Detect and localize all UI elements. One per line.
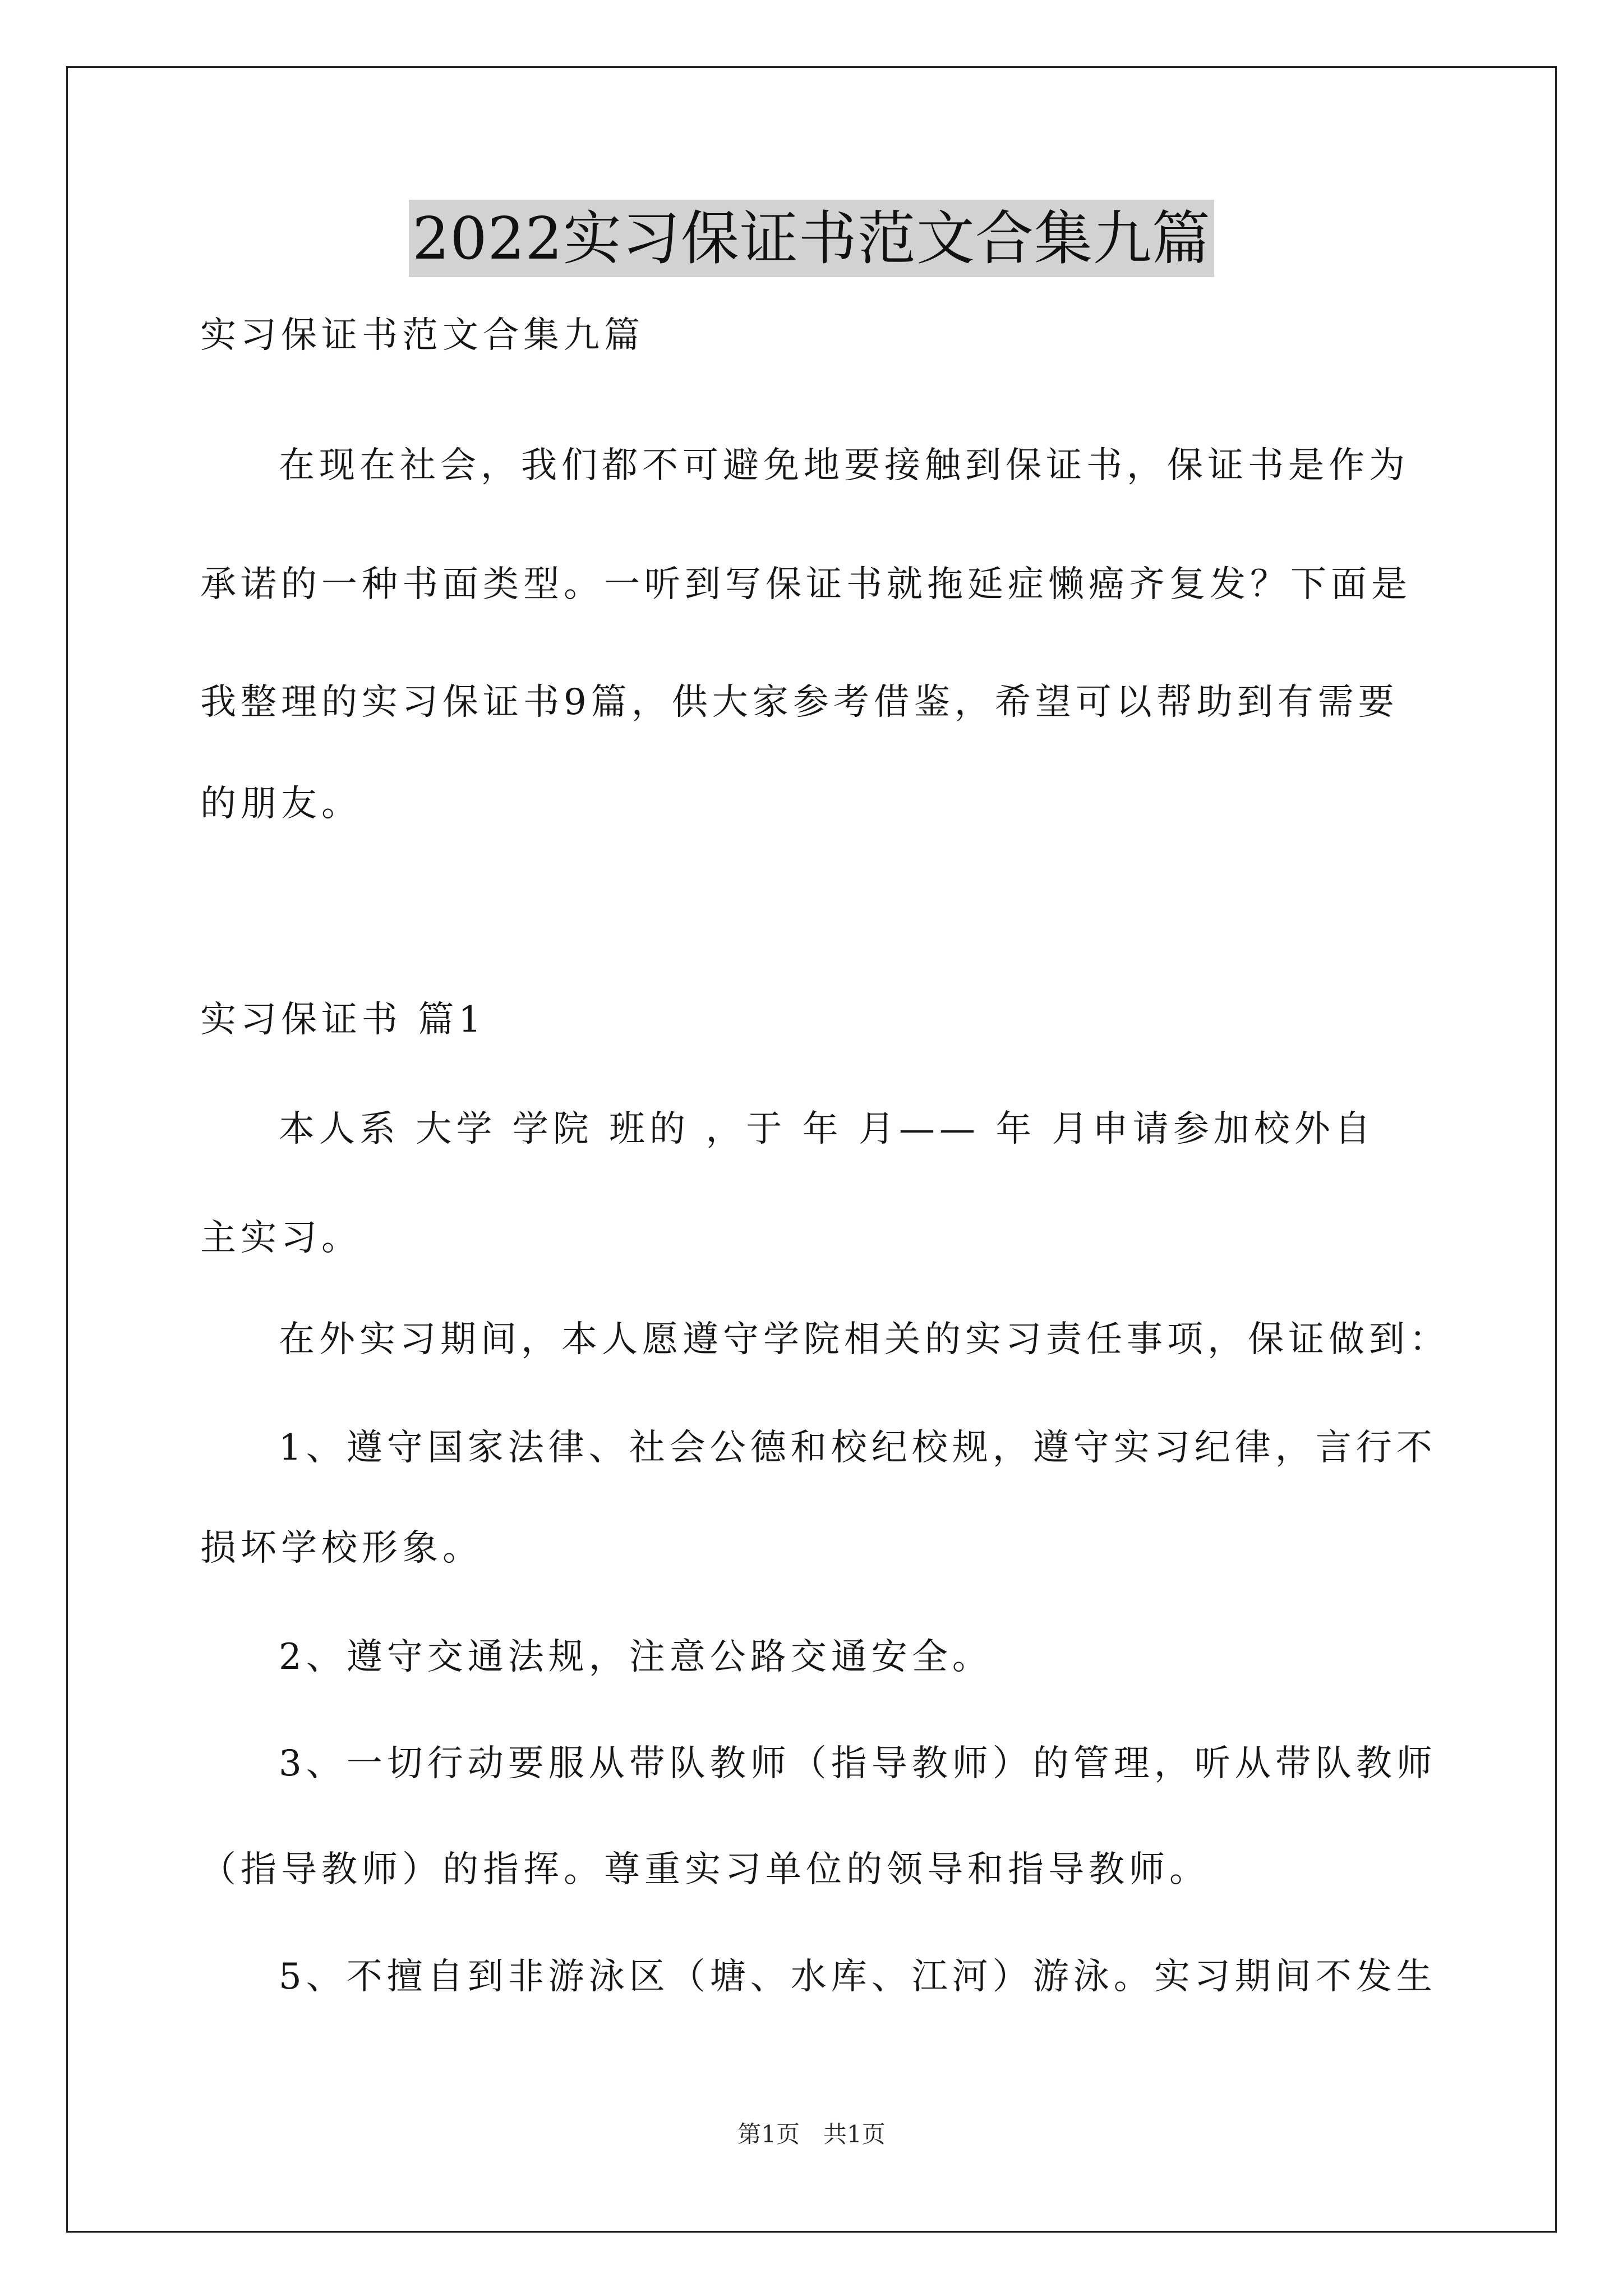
document-title: 2022实习保证书范文合集九篇 — [409, 200, 1214, 277]
intro-paragraph-line-3: 我整理的实习保证书9篇，供大家参考借鉴，希望可以帮助到有需要 — [200, 682, 1399, 723]
body-line-6: 2、遵守交通法规，注意公路交通安全。 — [279, 1636, 993, 1678]
intro-paragraph-line-2: 承诺的一种书面类型。一听到写保证书就拖延症懒癌齐复发？下面是 — [200, 564, 1412, 605]
intro-paragraph-line-4: 的朋友。 — [200, 783, 362, 825]
body-line-4: 1、遵守国家法律、社会公德和校纪校规，遵守实习纪律，言行不 — [279, 1427, 1437, 1469]
section-heading: 实习保证书 篇1 — [200, 999, 486, 1041]
body-line-5: 损坏学校形象。 — [200, 1527, 483, 1569]
body-line-8: （指导教师）的指挥。尊重实习单位的领导和指导教师。 — [200, 1849, 1210, 1890]
body-line-3: 在外实习期间，本人愿遵守学院相关的实习责任事项，保证做到： — [279, 1319, 1450, 1360]
body-line-1: 本人系 大学 学院 班的 ，于 年 月—— 年 月申请参加校外自 — [279, 1108, 1375, 1150]
title-container — [0, 200, 1623, 277]
body-line-7: 3、一切行动要服从带队教师（指导教师）的管理，听从带队教师 — [279, 1743, 1437, 1784]
page-number-footer: 第1页 共1页 — [737, 2120, 886, 2148]
intro-paragraph-line-1: 在现在社会，我们都不可避免地要接触到保证书，保证书是作为 — [279, 445, 1409, 486]
body-line-2: 主实习。 — [200, 1217, 362, 1259]
subtitle-line: 实习保证书范文合集九篇 — [200, 315, 644, 356]
body-line-9: 5、不擅自到非游泳区（塘、水库、江河）游泳。实习期间不发生 — [279, 1956, 1437, 1998]
